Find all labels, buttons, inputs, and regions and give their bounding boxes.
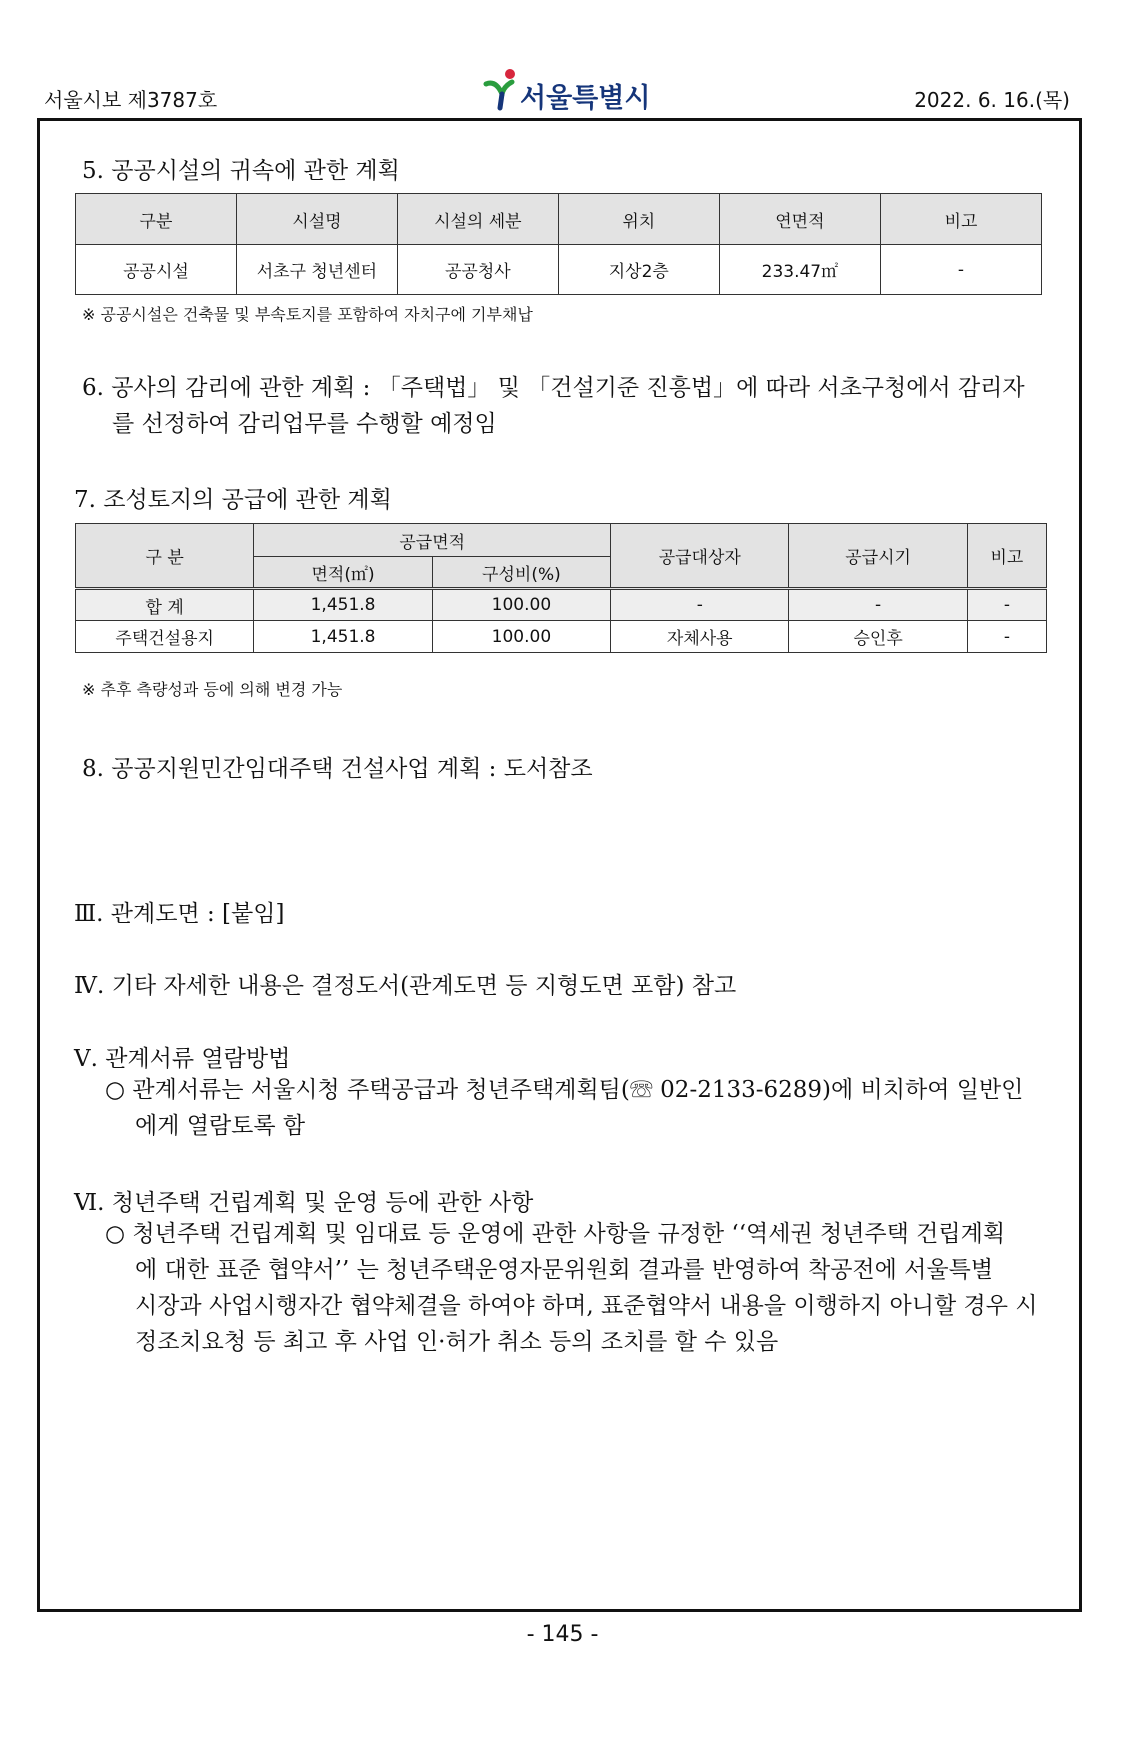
section-6-line-1: 6. 공사의 감리에 관한 계획 : 「주택법」 및 「건설기준 진흥법」에 따라 서초구청에서 감리자: [82, 375, 1025, 401]
table-header: 공급대상자: [611, 524, 789, 589]
table-header: 구성비(%): [432, 557, 610, 589]
table-header: 면적(㎡): [254, 557, 432, 589]
section-5-note: ※ 공공시설은 건축물 및 부속토지를 포함하여 자치구에 기부채납: [82, 305, 533, 324]
section-7-note: ※ 추후 측량성과 등에 의해 변경 가능: [82, 680, 343, 699]
table-cell: 서초구 청년센터: [236, 245, 397, 295]
table-cell: 공공청사: [397, 245, 558, 295]
section-7-title: 7. 조성토지의 공급에 관한 계획: [74, 487, 392, 513]
table-cell: 주택건설용지: [76, 621, 254, 653]
table-header: 공급시기: [789, 524, 967, 589]
section-v-line-1: ○ 관계서류는 서울시청 주택공급과 청년주택계획팀(☏ 02-2133-6289)에 비치하여 일반인: [105, 1077, 1024, 1103]
table-cell: 1,451.8: [254, 621, 432, 653]
section-v-title: Ⅴ. 관계서류 열람방법: [74, 1046, 291, 1072]
publication-number: 서울시보 제3787호: [44, 88, 218, 112]
section-v-line-2: 에게 열람토록 함: [135, 1113, 306, 1139]
section-iv-text: Ⅳ. 기타 자세한 내용은 결정도서(관계도면 등 지형도면 포함) 참고: [74, 973, 737, 999]
table-cell: -: [967, 589, 1046, 621]
table-row: [76, 621, 1047, 653]
seoul-logo-icon: [482, 66, 522, 112]
page-header: [0, 0, 1125, 118]
public-facility-table: [75, 193, 1042, 295]
table-header: 구 분: [76, 524, 254, 589]
table-header: 위치: [558, 194, 719, 245]
table-cell: 지상2층: [558, 245, 719, 295]
section-v-text: [105, 1072, 1055, 1144]
table-cell: 합 계: [76, 589, 254, 621]
table-row: [76, 245, 1042, 295]
section-vi-line-2: 에 대한 표준 협약서’’ 는 청년주택운영자문위원회 결과를 반영하여 착공전에 서울특별: [135, 1257, 994, 1283]
section-vi-line-4: 정조치요청 등 최고 후 사업 인·허가 취소 등의 조치를 할 수 있음: [135, 1329, 779, 1355]
section-8-text: 8. 공공지원민간임대주택 건설사업 계획 : 도서참조: [82, 756, 593, 782]
table-header: 시설명: [236, 194, 397, 245]
table-cell: 233.47㎡: [719, 245, 880, 295]
table-cell: 승인후: [789, 621, 967, 653]
table-header: 연면적: [719, 194, 880, 245]
table-header: 시설의 세분: [397, 194, 558, 245]
issue-date: 2022. 6. 16.(목): [914, 88, 1070, 112]
table-cell: -: [967, 621, 1046, 653]
section-vi-line-1: ○ 청년주택 건립계획 및 임대료 등 운영에 관한 사항을 규정한 ‘‘역세권 청년주택 건립계획: [105, 1221, 1006, 1247]
section-vi-line-3: 시장과 사업시행자간 협약체결을 하여야 하며, 표준협약서 내용을 이행하지 아니할 경우 시: [135, 1293, 1038, 1319]
table-header: 공급면적: [254, 524, 611, 557]
content-frame: [37, 118, 1082, 1612]
logo-text: 서울특별시: [520, 83, 651, 114]
section-iii-text: Ⅲ. 관계도면 : [붙임]: [74, 901, 285, 927]
section-6-line-2: 를 선정하여 감리업무를 수행할 예정임: [112, 411, 497, 437]
table-cell: 공공시설: [76, 245, 237, 295]
section-5-title: 5. 공공시설의 귀속에 관한 계획: [82, 158, 400, 184]
section-6-text: [82, 370, 1052, 442]
table-cell: -: [881, 245, 1042, 295]
table-header: 비고: [881, 194, 1042, 245]
table-cell: -: [789, 589, 967, 621]
page-number: - 145 -: [526, 1622, 599, 1647]
table-cell: -: [611, 589, 789, 621]
table-cell: 100.00: [432, 621, 610, 653]
table-cell: 100.00: [432, 589, 610, 621]
table-row: [76, 589, 1047, 621]
table-cell: 자체사용: [611, 621, 789, 653]
table-header: 구분: [76, 194, 237, 245]
section-vi-title: Ⅵ. 청년주택 건립계획 및 운영 등에 관한 사항: [74, 1190, 534, 1216]
section-vi-text: [105, 1216, 1055, 1360]
table-cell: 1,451.8: [254, 589, 432, 621]
table-header: 비고: [967, 524, 1046, 589]
land-supply-table: [75, 523, 1047, 653]
